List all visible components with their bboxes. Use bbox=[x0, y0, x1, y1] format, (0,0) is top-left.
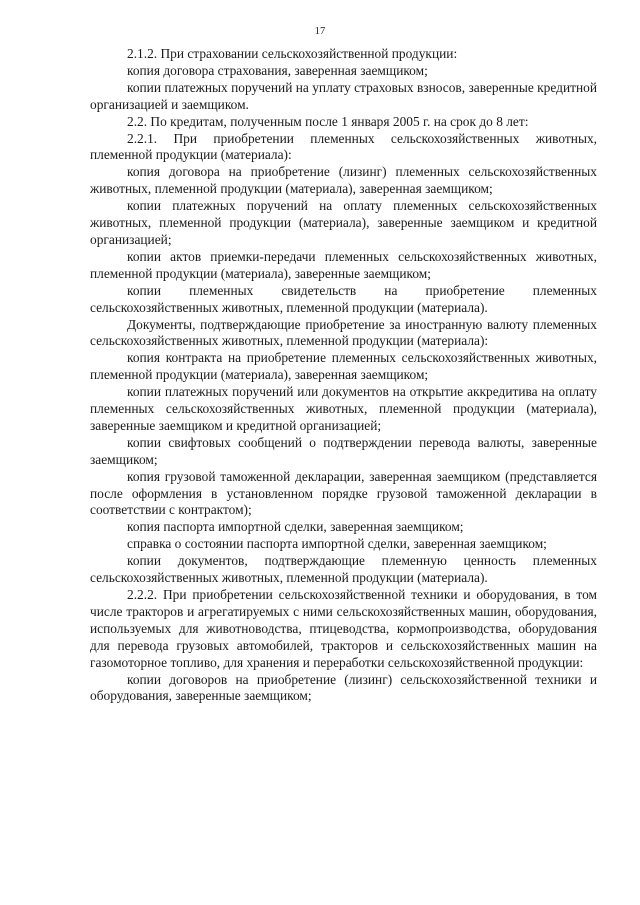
paragraph: 2.2.1. При приобретении племенных сельскохозяйственных животных, племенной продукции (материала): bbox=[90, 130, 597, 163]
paragraph: копия контракта на приобретение племенных сельскохозяйственных животных, племенной продукции (материала), заверенная заемщиком; bbox=[90, 350, 597, 383]
paragraph: копии платежных поручений на оплату племенных сельскохозяйственных животных, племенной продукции (материала), заверенные заемщиком и кредитной организацией; bbox=[90, 198, 597, 247]
paragraph: копии свифтовых сообщений о подтверждении перевода валюты, заверенные заемщиком; bbox=[90, 434, 597, 467]
paragraph: копия паспорта импортной сделки, заверенная заемщиком; bbox=[127, 519, 464, 535]
paragraph: копии племенных свидетельств на приобретение племенных сельскохозяйственных животных, племенной продукции (материала). bbox=[90, 282, 597, 315]
paragraph: копии актов приемки-передачи племенных сельскохозяйственных животных, племенной продукции (материала), заверенные заемщиком; bbox=[90, 248, 597, 281]
paragraph: копии договоров на приобретение (лизинг) сельскохозяйственной техники и оборудования, заверенные заемщиком; bbox=[90, 671, 597, 704]
paragraph: 2.2. По кредитам, полученным после 1 января 2005 г. на срок до 8 лет: bbox=[127, 113, 529, 129]
page-number: 17 bbox=[314, 26, 326, 37]
paragraph: справка о состоянии паспорта импортной сделки, заверенная заемщиком; bbox=[127, 536, 547, 552]
paragraph: копии документов, подтверждающие племенную ценность племенных сельскохозяйственных животных, племенной продукции (материала). bbox=[90, 553, 597, 586]
paragraph: копия договора страхования, заверенная заемщиком; bbox=[127, 62, 428, 78]
paragraph: Документы, подтверждающие приобретение за иностранную валюту племенных сельскохозяйственных животных, племенной продукции (материала): bbox=[90, 316, 597, 349]
paragraph: копия договора на приобретение (лизинг) племенных сельскохозяйственных животных, племенной продукции (материала), заверенная заемщиком; bbox=[90, 164, 597, 197]
paragraph: копия грузовой таможенной декларации, заверенная заемщиком (представляется после оформления в установленном порядке грузовой таможенной декларации в соответствии с контрактом); bbox=[90, 468, 597, 518]
paragraph: 2.1.2. При страховании сельскохозяйственной продукции: bbox=[127, 46, 458, 61]
document-body bbox=[90, 46, 597, 705]
paragraph: 2.2.2. При приобретении сельскохозяйственной техники и оборудования, в том числе тракторов и агрегатируемых с ними сельскохозяйственных машин, оборудования, используемых для животноводства, птицеводства, кормопроизводства, оборудования для перевода грузовых автомобилей, тракторов и сельскохозяйственных машин на газомоторное топливо, для хранения и переработки сельскохозяйственной продукции: bbox=[90, 587, 597, 670]
paragraph: копии платежных поручений или документов на открытие аккредитива на оплату племенных сельскохозяйственных животных, племенной продукции (материала), заверенные заемщиком и кредитной организацией; bbox=[90, 384, 597, 433]
paragraph: копии платежных поручений на уплату страховых взносов, заверенные кредитной организацией и заемщиком. bbox=[90, 79, 597, 112]
